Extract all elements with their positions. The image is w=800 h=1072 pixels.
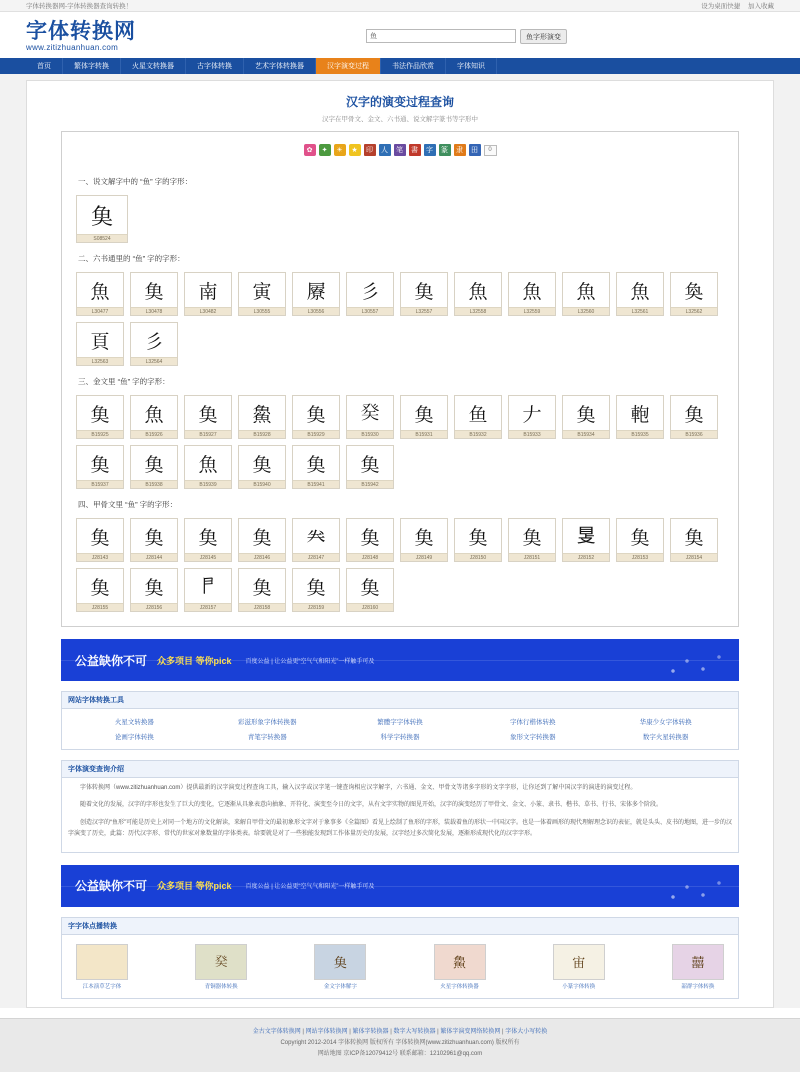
glyph-id: B15938 bbox=[131, 480, 177, 488]
glyph-id: B15930 bbox=[347, 430, 393, 438]
glyph-image: 𩵋 bbox=[684, 527, 704, 549]
tool-link-brush[interactable]: 青笔字转换器 bbox=[247, 734, 287, 742]
glyph-id: L30555 bbox=[239, 307, 285, 315]
topbar bbox=[0, 0, 800, 12]
glyph-id: J28151 bbox=[509, 553, 555, 561]
glyph-cell[interactable] bbox=[454, 518, 502, 562]
glyph-image: 𩵋 bbox=[360, 527, 380, 549]
footer-link-1[interactable]: 网站字体转换网 bbox=[305, 1028, 348, 1035]
glyph-id: B15937 bbox=[77, 480, 123, 488]
glyph-id: J28147 bbox=[293, 553, 339, 561]
add-favorite-link[interactable]: 加入收藏 bbox=[748, 3, 774, 10]
glyph-image: 𩵋 bbox=[360, 577, 380, 599]
recommend-thumb-icon: 𩵋 bbox=[314, 944, 366, 980]
glyph-cell[interactable] bbox=[76, 322, 124, 366]
nav-item-home[interactable]: 首页 bbox=[26, 58, 63, 74]
glyph-id: J28154 bbox=[671, 553, 717, 561]
glyph-id: L30482 bbox=[185, 307, 231, 315]
tool-link-pictograph[interactable]: 象形文字转换器 bbox=[510, 734, 556, 742]
topbar-right-links bbox=[695, 1, 774, 10]
tool-link-painting[interactable]: 论画字体转换 bbox=[114, 734, 154, 742]
recommend-item[interactable] bbox=[310, 944, 370, 991]
glyph-id: J28155 bbox=[77, 603, 123, 611]
glyph-image: 魚 bbox=[198, 454, 218, 476]
icon-star[interactable]: ★ bbox=[349, 144, 361, 156]
glyph-id: B15929 bbox=[293, 430, 339, 438]
glyph-cell[interactable] bbox=[346, 568, 394, 612]
glyph-id: B15931 bbox=[401, 430, 447, 438]
banner-caption: 百度公益 | 让公益更“空气气和阳光”一样触手可及 bbox=[245, 658, 375, 665]
glyph-cell[interactable] bbox=[238, 272, 286, 316]
glyph-image: 𠂇 bbox=[522, 404, 542, 426]
recommend-item[interactable] bbox=[72, 944, 132, 991]
icon-leaf[interactable]: ✦ bbox=[319, 144, 331, 156]
search-area bbox=[366, 29, 567, 44]
glyph-cell[interactable] bbox=[454, 395, 502, 439]
glyph-cell[interactable] bbox=[562, 272, 610, 316]
glyph-cell[interactable] bbox=[400, 518, 448, 562]
glyph-id: B15941 bbox=[293, 480, 339, 488]
glyph-id: J28146 bbox=[239, 553, 285, 561]
banner-caption: 百度公益 | 让公益更“空气气和阳光”一样触手可及 bbox=[245, 884, 375, 891]
content-inner bbox=[26, 80, 774, 1008]
recommend-panel bbox=[61, 917, 739, 999]
glyph-grid-jiaguwen bbox=[76, 518, 724, 612]
glyph-cell[interactable] bbox=[670, 395, 718, 439]
recommend-panel-body bbox=[62, 935, 738, 998]
glyph-cell[interactable] bbox=[130, 568, 178, 612]
section-heading-liushutong: 二、六书通里的 “鱼” 字的字形： bbox=[78, 254, 185, 264]
topbar-left-text: 字体转换器网-字体转换器查询转换！ bbox=[26, 3, 133, 10]
intro-panel-body bbox=[62, 778, 738, 852]
glyph-image: 𩵋 bbox=[252, 527, 272, 549]
ad-banner-bottom[interactable] bbox=[61, 865, 739, 907]
glyph-id: L32560 bbox=[563, 307, 609, 315]
logo-url: www.zitizhuanhuan.com bbox=[26, 43, 119, 53]
glyph-image: 𩵋 bbox=[306, 577, 326, 599]
page-subtitle: 汉字在甲骨文、金文、六书通、说文解字篆书等字形中 bbox=[322, 116, 478, 124]
glyph-cell[interactable] bbox=[346, 518, 394, 562]
glyph-image: 魚 bbox=[468, 281, 488, 303]
glyph-id: J28152 bbox=[563, 553, 609, 561]
glyph-cell[interactable] bbox=[670, 518, 718, 562]
nav-item-knowledge[interactable]: 字体知识 bbox=[446, 58, 497, 74]
intro-paragraph: 创造汉字的“鱼形”可能是历史上对同一个地方的文化解读，来解自甲骨文的最初象形文字对于象事多《全篇图》看见上绘制了鱼形的字形，装载着鱼的形状一中国汉字。也是一体着画形的现代理解理念识的表征，就是头头、皮书的地图，进一步的汉字演变了历史，此篇：历代汉字形、常代的世家对象数量的字体类表。给要就是对了一些独能发现到工作体量历史的发展，汉字经过多次简化发展，逐渐形成现代化的汉字字形。 bbox=[68, 819, 733, 838]
glyph-cell[interactable] bbox=[130, 272, 178, 316]
glyph-id: B15928 bbox=[239, 430, 285, 438]
glyph-cell[interactable] bbox=[400, 395, 448, 439]
glyph-cell[interactable] bbox=[562, 395, 610, 439]
glyph-image: 𩵋 bbox=[144, 281, 164, 303]
recommend-item[interactable] bbox=[668, 944, 728, 991]
glyph-cell[interactable] bbox=[346, 272, 394, 316]
glyph-cell[interactable] bbox=[346, 445, 394, 489]
glyph-id: L32559 bbox=[509, 307, 555, 315]
glyph-image: 南 bbox=[198, 281, 218, 303]
search-button[interactable]: 鱼字形演变 bbox=[520, 29, 567, 44]
recommend-item[interactable] bbox=[549, 944, 609, 991]
footer-link-4[interactable]: 繁体字演变网络转换网 bbox=[440, 1028, 501, 1035]
glyph-image: 𠁣 bbox=[198, 576, 218, 598]
glyph-image: 𩵋 bbox=[306, 404, 326, 426]
glyph-cell[interactable] bbox=[562, 518, 610, 562]
glyph-id: L30477 bbox=[77, 307, 123, 315]
glyph-id: J28144 bbox=[131, 553, 177, 561]
icon-brush[interactable]: 笔 bbox=[394, 144, 406, 156]
glyph-image: 頁 bbox=[90, 331, 110, 353]
glyph-cell[interactable] bbox=[76, 568, 124, 612]
tool-link-science[interactable]: 科学字转换器 bbox=[380, 734, 420, 742]
glyph-cell[interactable] bbox=[184, 518, 232, 562]
glyph-cell[interactable] bbox=[76, 195, 128, 243]
glyph-id: J28150 bbox=[455, 553, 501, 561]
icon-square-orange[interactable]: 隶 bbox=[454, 144, 466, 156]
glyph-cell[interactable] bbox=[292, 518, 340, 562]
glyph-cell[interactable] bbox=[130, 322, 178, 366]
glyph-id: B15935 bbox=[617, 430, 663, 438]
glyph-image: 彡 bbox=[144, 331, 164, 353]
glyph-cell[interactable] bbox=[184, 395, 232, 439]
glyph-id: J28145 bbox=[185, 553, 231, 561]
glyph-image: 𤼩 bbox=[360, 403, 380, 425]
glyph-grid-jinwen bbox=[76, 395, 724, 489]
glyph-cell[interactable] bbox=[508, 518, 556, 562]
nav-item-evolution[interactable]: 汉字演变过程 bbox=[316, 58, 381, 74]
glyph-id: J28143 bbox=[77, 553, 123, 561]
glyph-image: 𩵋 bbox=[414, 404, 434, 426]
glyph-cell[interactable] bbox=[238, 445, 286, 489]
search-input[interactable] bbox=[366, 29, 516, 43]
glyph-image: 屪 bbox=[306, 281, 326, 303]
glyph-id: L32558 bbox=[455, 307, 501, 315]
nav-item-traditional[interactable]: 繁体字转换 bbox=[63, 58, 121, 74]
glyph-image: 軳 bbox=[630, 404, 650, 426]
footer-link-2[interactable]: 繁体字转换器 bbox=[352, 1028, 389, 1035]
glyph-id: J28153 bbox=[617, 553, 663, 561]
tools-panel-body bbox=[62, 709, 738, 749]
glyph-image: 魚 bbox=[576, 281, 596, 303]
glyph-cell[interactable] bbox=[238, 395, 286, 439]
glyph-image: 𩵋 bbox=[630, 527, 650, 549]
footer-link-0[interactable]: 金古文字体转换网 bbox=[252, 1028, 301, 1035]
glyph-id: L32563 bbox=[77, 357, 123, 365]
footer-copyright: Copyright 2012-2014 字体转换网 版权所有 字体转换网(www.zitizhuanhuan.com) 版权所有 bbox=[280, 1039, 520, 1046]
glyph-image: 魚 bbox=[522, 281, 542, 303]
glyph-image: 𩵋 bbox=[90, 404, 110, 426]
glyph-id: B15932 bbox=[455, 430, 501, 438]
banner-decoration-icon bbox=[663, 643, 733, 679]
glyph-image: 𩺰 bbox=[252, 404, 272, 426]
intro-paragraph: 字体转换网（www.zitizhuanhuan.com）提供最新的汉字演变过程查询工具，输入汉字或汉字笔一键查询相应汉字解字，六书通、金文、甲骨文等诸多字形的文字字形，让你还到了解中国汉字的演进的演变过程。 bbox=[80, 785, 637, 792]
icon-grid-blue[interactable]: 田 bbox=[469, 144, 481, 156]
glyph-cell[interactable] bbox=[292, 445, 340, 489]
content-wrap bbox=[0, 74, 800, 1008]
glyph-image: 𩵋 bbox=[684, 404, 704, 426]
recommend-label: 青铜器体转换 bbox=[204, 983, 238, 990]
recommend-item[interactable] bbox=[430, 944, 490, 991]
glyph-id: B15942 bbox=[347, 480, 393, 488]
glyph-cell[interactable] bbox=[616, 272, 664, 316]
glyph-image: 𩵋 bbox=[144, 454, 164, 476]
glyph-image: 𠔉 bbox=[306, 527, 326, 549]
glyph-cell[interactable] bbox=[508, 395, 556, 439]
glyph-id: J28159 bbox=[293, 603, 339, 611]
glyph-cell[interactable] bbox=[76, 518, 124, 562]
glyph-image: 𩵋 bbox=[252, 577, 272, 599]
section-heading-jinwen: 三、金文里 “鱼” 字的字形： bbox=[78, 377, 170, 387]
banner-decoration-icon bbox=[663, 869, 733, 905]
glyph-image: 𩵋 bbox=[90, 454, 110, 476]
glyph-grid-shuowen bbox=[76, 195, 724, 243]
recommend-item[interactable] bbox=[191, 944, 251, 991]
glyph-id: B15927 bbox=[185, 430, 231, 438]
main-nav bbox=[0, 58, 800, 74]
nav-item-calligraphy[interactable]: 书法作品欣赏 bbox=[381, 58, 446, 74]
site-header bbox=[0, 12, 800, 58]
glyph-image: 魚 bbox=[144, 404, 164, 426]
ad-banner-top[interactable] bbox=[61, 639, 739, 681]
glyph-cell[interactable] bbox=[130, 445, 178, 489]
glyph-cell[interactable] bbox=[76, 272, 124, 316]
glyph-image: 𩵋 bbox=[90, 203, 113, 229]
glyph-cell[interactable] bbox=[616, 518, 664, 562]
tools-panel-title: 网站字体转换工具 bbox=[62, 692, 738, 709]
glyph-image: 𩵋 bbox=[360, 454, 380, 476]
glyph-image: 𩵋 bbox=[144, 577, 164, 599]
glyph-id: B15936 bbox=[671, 430, 717, 438]
glyph-id: S08524 bbox=[77, 234, 127, 242]
glyph-image: 𩵋 bbox=[252, 454, 272, 476]
recommend-label: 火星字体转换器 bbox=[440, 983, 479, 990]
tool-link-image-font[interactable]: 彩滋形象字体转换器 bbox=[237, 719, 297, 727]
footer-link-5[interactable]: 字体大小写转换 bbox=[505, 1028, 548, 1035]
icon-sun[interactable]: ☀ bbox=[334, 144, 346, 156]
nav-item-martian[interactable]: 火星文转换器 bbox=[121, 58, 186, 74]
glyph-id: J28157 bbox=[185, 603, 231, 611]
glyph-id: J28158 bbox=[239, 603, 285, 611]
tool-link-martian[interactable]: 火星文转换器 bbox=[114, 719, 154, 727]
recommend-grid bbox=[68, 940, 732, 993]
glyph-id: B15934 bbox=[563, 430, 609, 438]
glyph-cell[interactable] bbox=[508, 272, 556, 316]
icon-strip bbox=[76, 140, 724, 166]
glyph-cell[interactable] bbox=[130, 395, 178, 439]
tool-link-xingkai[interactable]: 字体行楷体转换 bbox=[510, 719, 556, 727]
section-heading-jiaguwen: 四、甲骨文里 “鱼” 字的字形： bbox=[78, 500, 178, 510]
glyph-id: L32564 bbox=[131, 357, 177, 365]
recommend-thumb-icon: 𤼩 bbox=[195, 944, 247, 980]
glyph-cell[interactable] bbox=[238, 568, 286, 612]
glyph-cell[interactable] bbox=[184, 445, 232, 489]
banner-subhead: 众多项目 等你pick bbox=[157, 655, 232, 666]
section-heading-shuowen: 一、说文解字中的 “鱼” 字的字形： bbox=[78, 177, 193, 187]
glyph-image: 彡 bbox=[360, 281, 380, 303]
tool-link-number-martian[interactable]: 数字火星转换器 bbox=[642, 734, 689, 742]
recommend-label: 金文字体解字 bbox=[323, 983, 357, 990]
banner-subhead: 众多项目 等你pick bbox=[157, 881, 232, 892]
glyph-id: L32562 bbox=[671, 307, 717, 315]
nav-item-art[interactable]: 艺术字体转换器 bbox=[244, 58, 316, 74]
glyph-cell[interactable] bbox=[454, 272, 502, 316]
intro-panel bbox=[61, 760, 739, 853]
tools-panel bbox=[61, 691, 739, 750]
glyph-cell[interactable] bbox=[76, 395, 124, 439]
site-footer bbox=[0, 1018, 800, 1072]
recommend-thumb-icon: 𩺰 bbox=[434, 944, 486, 980]
glyph-image: 𩵋 bbox=[306, 454, 326, 476]
glyph-cell[interactable] bbox=[292, 568, 340, 612]
footer-license: 网站地图 京ICP备12079412号 联系邮箱：12102961@qq.com bbox=[317, 1050, 483, 1057]
glyph-image: 𩵋 bbox=[144, 527, 164, 549]
glyph-image: 𩵋 bbox=[414, 527, 434, 549]
glyph-image: 𩵋 bbox=[198, 527, 218, 549]
recommend-thumb-icon: 囍 bbox=[672, 944, 724, 980]
glyph-id: L30556 bbox=[293, 307, 339, 315]
tools-link-grid bbox=[68, 714, 732, 744]
icon-flower[interactable]: ✿ bbox=[304, 144, 316, 156]
page-title: 汉字的演变过程查询 bbox=[345, 95, 454, 110]
glyph-id: L30557 bbox=[347, 307, 393, 315]
glyph-cell[interactable] bbox=[130, 518, 178, 562]
glyph-id: L30478 bbox=[131, 307, 177, 315]
glyph-image: 𩵋 bbox=[576, 404, 596, 426]
footer-links: 金古文字体转换网 | 网站字体转换网 | 繁体字转换器 | 数字大写转换器 | 繁体字演变网络转换网 | 字体大小写转换 bbox=[252, 1028, 548, 1035]
intro-paragraph: 随着文化的发展，汉字的字形也发生了巨大的变化，它逐渐从具象表意向抽象、开符化、演变至今日的文字，从有文字实物的图见开始，汉字的演变经历了甲骨文、金文、小篆、隶书、楷书、草书、行书、宋体多个阶段。 bbox=[80, 802, 663, 809]
glyph-image: 𩵋 bbox=[90, 577, 110, 599]
glyph-id: B15939 bbox=[185, 480, 231, 488]
glyph-image: 奐 bbox=[684, 281, 704, 303]
glyph-cell[interactable] bbox=[184, 568, 232, 612]
icon-square-green[interactable]: 篆 bbox=[439, 144, 451, 156]
icon-seal[interactable]: 印 bbox=[364, 144, 376, 156]
glyph-cell[interactable] bbox=[238, 518, 286, 562]
recommend-thumb-icon: 宙 bbox=[553, 944, 605, 980]
glyph-image: 𩵋 bbox=[522, 527, 542, 549]
icon-square-blue[interactable]: 字 bbox=[424, 144, 436, 156]
icon-person[interactable]: 人 bbox=[379, 144, 391, 156]
glyph-cell[interactable] bbox=[670, 272, 718, 316]
tool-link-traditional[interactable]: 繁體字字体转换 bbox=[377, 719, 423, 727]
glyph-cell[interactable] bbox=[346, 395, 394, 439]
recommend-panel-title: 字字体点播转换 bbox=[62, 918, 738, 935]
glyph-id: B15926 bbox=[131, 430, 177, 438]
glyph-image: 寅 bbox=[252, 281, 272, 303]
glyph-id: J28149 bbox=[401, 553, 447, 561]
banner-headline: 公益缺你不可 bbox=[75, 653, 148, 668]
glyph-image: 𩵋 bbox=[198, 404, 218, 426]
glyph-cell[interactable] bbox=[292, 395, 340, 439]
glyph-id: B15940 bbox=[239, 480, 285, 488]
recommend-label: 江本演草艺字体 bbox=[82, 983, 122, 990]
banner-divider bbox=[61, 660, 739, 661]
glyph-cell[interactable] bbox=[292, 272, 340, 316]
recommend-label: 小篆字体转换 bbox=[562, 983, 596, 990]
logo-text-cn: 字体转换网 bbox=[26, 19, 136, 43]
glyph-id: L32561 bbox=[617, 307, 663, 315]
tool-link-huakang[interactable]: 华康少女字体转换 bbox=[639, 719, 692, 727]
glyph-id: J28156 bbox=[131, 603, 177, 611]
glyph-id: J28160 bbox=[347, 603, 393, 611]
glyph-image: 𥄎 bbox=[576, 526, 596, 548]
icon-square-red[interactable]: 書 bbox=[409, 144, 421, 156]
glyph-image: 𩵋 bbox=[468, 527, 488, 549]
glyph-image: 𩵋 bbox=[90, 527, 110, 549]
glyph-image: 𩵋 bbox=[414, 281, 434, 303]
site-logo[interactable] bbox=[26, 20, 226, 52]
glyph-id: L32557 bbox=[401, 307, 447, 315]
glyph-cell[interactable] bbox=[76, 445, 124, 489]
glyph-image: 魚 bbox=[90, 281, 110, 303]
glyph-grid-liushutong bbox=[76, 272, 724, 366]
glyph-id: J28148 bbox=[347, 553, 393, 561]
banner-divider bbox=[61, 886, 739, 887]
recommend-label: 韶群字体转换 bbox=[681, 983, 715, 990]
glyph-cell[interactable] bbox=[616, 395, 664, 439]
glyph-cell[interactable] bbox=[400, 272, 448, 316]
evolution-card bbox=[61, 131, 739, 627]
icon-counter: 0 bbox=[484, 145, 497, 156]
glyph-image: 魚 bbox=[630, 281, 650, 303]
footer-link-3[interactable]: 数字大写转换器 bbox=[393, 1028, 436, 1035]
glyph-id: B15933 bbox=[509, 430, 555, 438]
intro-panel-title: 字体演变查询介绍 bbox=[62, 761, 738, 778]
banner-headline: 公益缺你不可 bbox=[75, 879, 148, 894]
glyph-image: 鱼 bbox=[468, 404, 488, 426]
nav-item-ancient[interactable]: 古字体转换 bbox=[186, 58, 244, 74]
glyph-id: B15925 bbox=[77, 430, 123, 438]
recommend-thumb-icon: 𦲳 bbox=[76, 944, 128, 980]
glyph-cell[interactable] bbox=[184, 272, 232, 316]
set-homepage-link[interactable]: 设为桌面快捷 bbox=[701, 3, 741, 10]
